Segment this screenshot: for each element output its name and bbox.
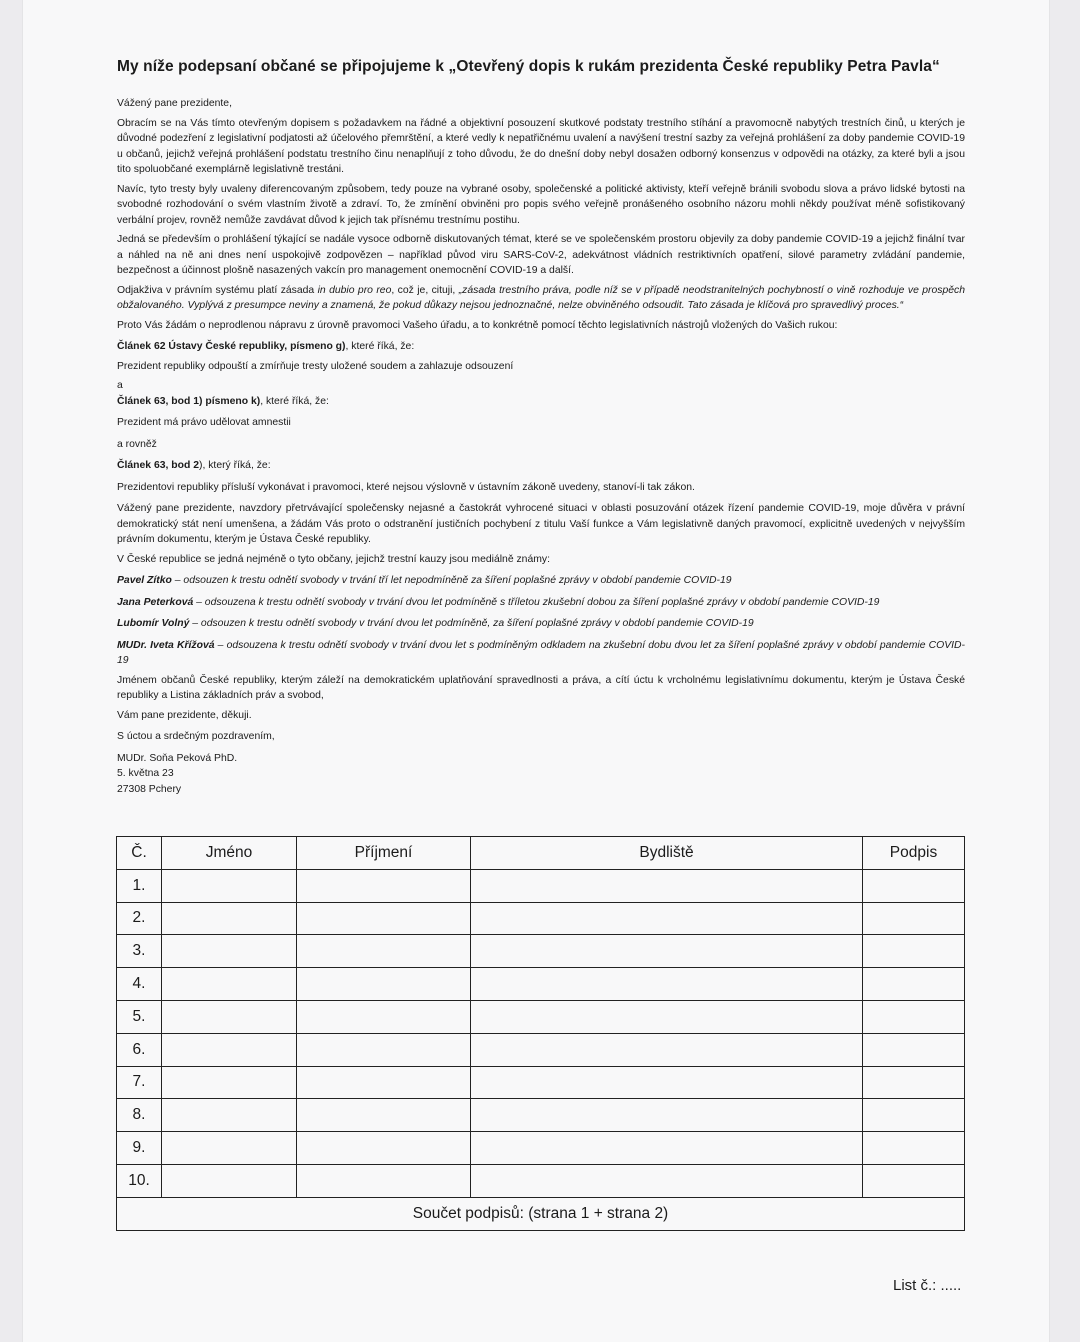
- salutation: Vážený pane prezidente,: [117, 98, 232, 109]
- row-number: 6.: [117, 1033, 162, 1066]
- paragraph-2: Navíc, tyto tresty byly uvaleny diferencovaným způsobem, tedy pouze na vybrané osoby, společenské a politické aktivisty, kteří veřejně bránili svobodu slova a právo lidské bytosti na svobodné rozhodování o svém vlastním životě a zdraví. To, že zmínění obviněni pro popis svého veřejně pronášeného osobního názoru mohli někdy používat méně sofistikovaný verbální projev, rovněž nemůže zavdávat důvod k jejich tak přísnému trestnímu postihu.: [117, 183, 965, 226]
- case-text: – odsouzena k trestu odnětí svobody v trvání dvou let podmíněně s tříletou zkušební dobou za šíření poplašné zprávy v období pandemie COVID-19: [193, 596, 880, 608]
- article-3-text: Prezidentovi republiky přísluší vykonávat i pravomoci, které nejsou výslovně v ústavním zákoně uvedeny, stanoví-li tak zákon.: [117, 481, 695, 493]
- last-name-cell[interactable]: [297, 1033, 471, 1066]
- paragraph-6: Vážený pane prezidente, navzdory přetrvávající společensky nejasné a častokrát vyhrocené situaci v oblasti posuzování otázek řízení pandemie COVID-19, moje důvěra v právní demokratický stát není umenšena, a žádám Vás proto o odstranění justičních pochybení z titulu Vaší funkce a Vám legislativně daných pravomocí, explicitně uvedených v nejvyšším právním dokumentu, kterým je Ústava České republiky.: [117, 503, 965, 545]
- first-name-cell[interactable]: [162, 1132, 297, 1165]
- last-name-cell[interactable]: [297, 869, 471, 902]
- conjunction-a: a: [117, 380, 123, 391]
- first-name-cell[interactable]: [162, 1000, 297, 1033]
- paragraph-3: Jedná se především o prohlášení týkající se nadále vysoce odborně diskutovaných témat, které se ve společenském prostoru objevily za doby pandemie COVID-19 a jejichž finální tvar a náhled na ně ani dnes není uspokojivě zodpovězen – například původ viru SARS-CoV-2, adekvátnost vládních restriktivních opatření, silové parametry zvládání pandemie, bezpečnost a účinnost plošně nasazených vakcín pro management onemocnění COVID-19 a další.: [117, 234, 965, 276]
- last-name-cell[interactable]: [297, 1000, 471, 1033]
- first-name-cell[interactable]: [162, 968, 297, 1001]
- sheet-number: List č.: .....: [893, 1277, 962, 1294]
- legal-quote: „zásada trestního práva, podle níž se v případě neodstranitelných pochybností o vině rozhoduje ve prospěch obžalovaného. Vyplývá z presumpce neviny a znamená, že pokud důkazy nejsou jednoznačné, nelze obviněného odsoudit. Tato zásada je klíčová pro spravedlivý proces.“: [117, 284, 965, 311]
- case-item: [117, 595, 965, 611]
- last-name-cell[interactable]: [297, 935, 471, 968]
- residence-cell[interactable]: [471, 968, 863, 1001]
- article-1-tail: , které říká, že:: [345, 341, 415, 352]
- table-row: [117, 1000, 965, 1033]
- thanks-line: Vám pane prezidente, děkuji.: [117, 709, 252, 721]
- row-number: 10.: [117, 1164, 162, 1197]
- table-row: [117, 968, 965, 1001]
- paragraph-4-start: Odjakživa v právním systému platí zásada: [117, 284, 318, 296]
- article-1-text: Prezident republiky odpouští a zmírňuje tresty uložené soudem a zahlazuje odsouzení: [117, 360, 514, 372]
- case-item: [117, 573, 965, 589]
- table-row: [117, 869, 965, 902]
- residence-cell[interactable]: [471, 935, 863, 968]
- case-name: Lubomír Volný: [117, 618, 190, 629]
- signature-name: MUDr. Soňa Peková PhD.: [117, 752, 238, 764]
- signature-cell[interactable]: [863, 1099, 965, 1132]
- signature-cell[interactable]: [863, 869, 965, 902]
- signature-city: 27308 Pchery: [117, 783, 182, 795]
- article-3-ref: Článek 63, bod 2: [117, 460, 199, 471]
- document-title: My níže podepsaní občané se připojujeme k „Otevřený dopis k rukám prezidenta České republiky Petra Pavla“: [117, 58, 940, 75]
- article-2-tail: , které říká, že:: [260, 395, 329, 407]
- table-row: [117, 1132, 965, 1165]
- row-number: 7.: [117, 1066, 162, 1099]
- table-row: [117, 1164, 965, 1197]
- first-name-cell[interactable]: [162, 1164, 297, 1197]
- letter-body: [117, 58, 965, 797]
- residence-cell[interactable]: [471, 1033, 863, 1066]
- residence-cell[interactable]: [471, 1132, 863, 1165]
- header-last-name: Příjmení: [297, 837, 471, 870]
- header-number: Č.: [117, 837, 162, 870]
- header-first-name: Jméno: [162, 837, 297, 870]
- signature-cell[interactable]: [863, 1000, 965, 1033]
- signature-cell[interactable]: [863, 1033, 965, 1066]
- row-number: 2.: [117, 902, 162, 935]
- paragraph-4: [117, 283, 965, 314]
- last-name-cell[interactable]: [297, 1099, 471, 1132]
- first-name-cell[interactable]: [162, 1066, 297, 1099]
- article-2-ref: Článek 63, bod 1) písmeno k): [117, 395, 261, 407]
- paragraph-7: V České republice se jedná nejméně o tyto občany, jejichž trestní kauzy jsou mediálně známy:: [117, 553, 550, 565]
- case-text: – odsouzen k trestu odnětí svobody v trvání tří let nepodmíněně za šíření poplašné zprávy v období pandemie COVID-19: [171, 575, 732, 586]
- signature-cell[interactable]: [863, 1066, 965, 1099]
- table-row: [117, 902, 965, 935]
- first-name-cell[interactable]: [162, 935, 297, 968]
- last-name-cell[interactable]: [297, 1164, 471, 1197]
- signature-cell[interactable]: [863, 1164, 965, 1197]
- signature-cell[interactable]: [863, 902, 965, 935]
- signature-cell[interactable]: [863, 1132, 965, 1165]
- row-number: 1.: [117, 869, 162, 902]
- last-name-cell[interactable]: [297, 968, 471, 1001]
- signature-table: [116, 836, 965, 1231]
- row-number: 3.: [117, 935, 162, 968]
- signature-street: 5. května 23: [117, 768, 174, 779]
- case-name: Pavel Zítko: [117, 575, 172, 586]
- header-signature: Podpis: [863, 837, 965, 870]
- residence-cell[interactable]: [471, 1099, 863, 1132]
- article-1-ref: Článek 62 Ústavy České republiky, písmeno g): [117, 341, 346, 352]
- signature-cell[interactable]: [863, 968, 965, 1001]
- article-2-heading: [117, 394, 965, 410]
- case-name: Jana Peterková: [117, 596, 194, 608]
- row-number: 8.: [117, 1099, 162, 1132]
- table-row: [117, 1033, 965, 1066]
- row-number: 4.: [117, 968, 162, 1001]
- row-number: 5.: [117, 1000, 162, 1033]
- article-2-text: Prezident má právo udělovat amnestii: [117, 417, 291, 428]
- table-total-row: [117, 1197, 965, 1230]
- last-name-cell[interactable]: [297, 902, 471, 935]
- signature-total: Součet podpisů: (strana 1 + strana 2): [117, 1197, 965, 1230]
- signature-cell[interactable]: [863, 935, 965, 968]
- article-1-heading: [117, 339, 965, 355]
- case-text: – odsouzena k trestu odnětí svobody v trvání dvou let s podmíněným odkladem na zkušební dobu dvou let za šíření poplašné zprávy v období pandemie COVID-19: [117, 639, 965, 666]
- residence-cell[interactable]: [471, 1000, 863, 1033]
- paragraph-1: Obracím se na Vás tímto otevřeným dopisem s požadavkem na řádné a objektivní posouzení skutkové podstaty trestního stíhání a pravomocně nabytých trestních činů, u kterých je důvodné podezření z legislativní podjatosti až účelového přemrštění, a které vedly k nepatřičnému uvalení a navýšení trestní sazby za veřejná prohlášení za doby pandemie COVID-19 u občanů, jejichž veřejná prohlášení podstatu trestního činu nenaplňují z toho důvodu, že do dnešní doby nebyl dosažen odborný konsenzus v odpovědi na otázky, za které byli a jsou tito spoluobčané exemplárně legislativně trestáni.: [117, 117, 965, 175]
- first-name-cell[interactable]: [162, 1099, 297, 1132]
- paragraph-5: Proto Vás žádám o neprodlenou nápravu z úrovně pravomoci Vašeho úřadu, a to konkrétně pomocí těchto legislativních nástrojů vložených do Vašich rukou:: [117, 319, 838, 331]
- table-row: [117, 935, 965, 968]
- residence-cell[interactable]: [471, 869, 863, 902]
- latin-phrase: in dubio pro reo: [317, 284, 392, 296]
- signature-block: [117, 751, 965, 798]
- first-name-cell[interactable]: [162, 1033, 297, 1066]
- paragraph-4-mid: , což je, cituji,: [391, 284, 459, 296]
- residence-cell[interactable]: [471, 1066, 863, 1099]
- first-name-cell[interactable]: [162, 902, 297, 935]
- case-item: [117, 638, 965, 669]
- conjunction-rovnez: a rovněž: [117, 438, 157, 450]
- last-name-cell[interactable]: [297, 1066, 471, 1099]
- residence-cell[interactable]: [471, 902, 863, 935]
- article-3-heading: [117, 458, 965, 474]
- article-3-tail: ), který říká, že:: [199, 460, 271, 471]
- first-name-cell[interactable]: [162, 869, 297, 902]
- table-row: [117, 1066, 965, 1099]
- last-name-cell[interactable]: [297, 1132, 471, 1165]
- table-header-row: [117, 837, 965, 870]
- row-number: 9.: [117, 1132, 162, 1165]
- case-text: – odsouzen k trestu odnětí svobody v trvání dvou let podmíněně, za šíření poplašné zprávy v období pandemie COVID-19: [189, 618, 754, 629]
- paragraph-8: Jménem občanů České republiky, kterým záleží na demokratickém uplatňování spravedlnosti a práva, a cítí úctu k vrcholnému legislativnímu dokumentu, kterým je Ústava České republiky a Listina základních práv a svobod,: [117, 674, 965, 701]
- table-row: [117, 1099, 965, 1132]
- closing-line: S úctou a srdečným pozdravením,: [117, 731, 275, 742]
- case-name: MUDr. Iveta Křížová: [117, 639, 215, 651]
- residence-cell[interactable]: [471, 1164, 863, 1197]
- header-residence: Bydliště: [471, 837, 863, 870]
- case-item: [117, 616, 965, 632]
